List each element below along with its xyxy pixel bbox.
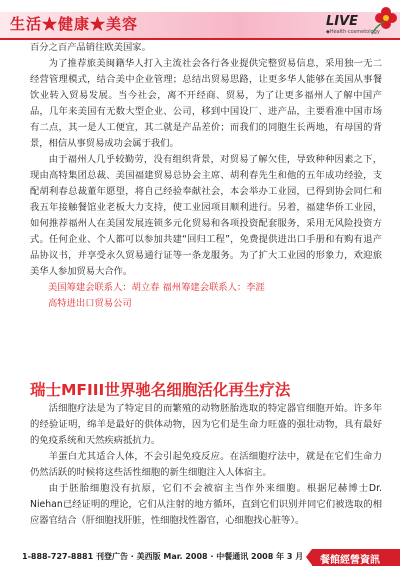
paragraph-2: 为了推荐旅美闽籍华人打入主流社会各行各业提供完整贸易信息，采用独一无二经营管理模式，结合美中企业管理；总结出贸易思路，让更多华人能够在美国从事餐饮业转入贸易发展。当今社会，离不开经商、贸易，为了让更多福州人了解中国产品，几年来美国有无数大型企业、公司，移到中国设厂、进产品，主要看准中国市场有二点，其一是人工便宜，其二就是产品差价；而我们的同胞生长两地，有母国的背景，相信从事贸易成功会属于我们。 bbox=[30, 58, 382, 149]
contact-line-2: 高特进出口贸易公司 bbox=[48, 298, 132, 309]
article-2 bbox=[30, 401, 382, 529]
footer-info: 1-888-727-8881 刊登广告 · 美西版 Mar. 2008 · 中餐通讯 2008 年 3 月 bbox=[22, 552, 304, 561]
paragraph-1: 百分之百产品销往欧美国家。 bbox=[30, 42, 151, 53]
paragraph-3: 由于福州人几乎较勤劳，没有组织背景，对贸易了解欠佳，导致种种因素之下，现由高特集团总裁、美国福建贸易总协会主席、胡利春先生和他的五年成功经验，支配胡利春总裁董年愿望，将自己经验奉献社会，本会举办工业园，已得到协会同仁和我五年接触餐馆业老板大力支持，使工业园项目顺利进行。另着，福建华侨工业园，如何推荐福州人在美国发展连锁多元化贸易和各项投资配套服务，采用无风险投资方式。任何企业、个人都可以参加共建“回归工程”，免费提供进出口手册和有购有退产品协议书，并享受永久贸易通行证等一条龙服务。为了扩大工业园的形象力，欢迎旅美华人参加贸易大合作。 bbox=[30, 154, 382, 277]
article-2-title: 瑞士MFIII世界驰名细胞活化再生疗法 bbox=[30, 381, 291, 399]
page-header bbox=[0, 0, 400, 38]
footer-badge bbox=[312, 549, 400, 566]
live-label: LIVE bbox=[326, 14, 359, 29]
article-2-paragraph-3: 由于胚胎细胞没有抗原，它们不会被宿主当作外来细胞。根据尼赫博士Dr. Niehan已经证明的理论，它们从注射的地方循环，直到它们识别并同它们被选取的相应器官结合（肝细胞找肝脏，性细胞找性器官，心细胞找心脏等）。 bbox=[30, 483, 382, 526]
section-title-label: 生活★健康★美容 bbox=[10, 15, 139, 33]
article-1 bbox=[30, 40, 382, 312]
flower-icon bbox=[362, 0, 400, 38]
live-subtitle: ◆Health·cosmetology bbox=[326, 29, 380, 35]
article-2-paragraph-1: 活细胞疗法是为了特定目的而繁殖的动物胚胎选取的特定器官细胞开始。许多年的经验证明，绵羊是最好的供体动物，因为它们是生命力旺盛的强壮动物，具有最好的免疫系统和天然疾病抵抗力。 bbox=[30, 403, 382, 446]
page-footer bbox=[0, 547, 400, 569]
footer-badge-label: 餐館經營資訊 bbox=[320, 555, 380, 566]
contact-line-1: 美国筹建会联系人：胡立春 福州筹建会联系人：李涯 bbox=[48, 282, 265, 293]
article-2-paragraph-2: 羊蛋白尤其适合人体，不会引起免疫反应。在活细胞疗法中，就是在它们生命力仍然活跃的时候将这些活性细胞的新生细胞注入人体宿主。 bbox=[30, 451, 382, 478]
